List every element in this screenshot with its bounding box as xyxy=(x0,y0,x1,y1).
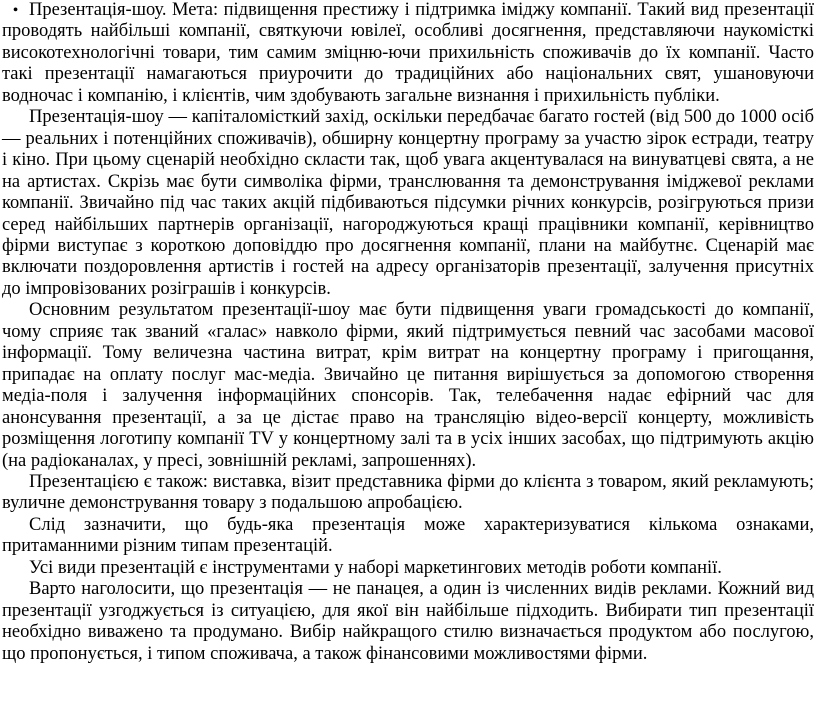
paragraph: Презентація-шоу — капіталоміcткий захід, оскільки передбачає багато гостей (від 500 до 1000 осіб — реальних і потенційних споживачів), обширну концертну програму за участю зірок естради, театру і кіно. При цьому сценарій необхідно скласти так, щоб увага акцентувалася на винуватцеві свята, а не на артистах. Скрізь має бути символіка фірми, транслювання та демонстрування іміджевої реклами компанії. Звичайно під час таких акцій підбиваються підсумки річних конкурсів, розігруються призи серед найбільших партнерів організації, нагороджуються кращі працівники компанії, керівництво фірми виступає з короткою доповіддю про досягнення компанії, плани на майбутнє. Сценарій має включати поздоровлення артистів і гостей на адресу організаторів презентації, залучення присутніх до імпровізованих розіграшів і конкурсів. xyxy=(2,107,814,299)
paragraph-text: Презентація-шоу. Мета: підвищення престижу і підтримка іміджу компанії. Такий вид презентації проводять найбільші компанії, святкуючи ювілеї, особливі досягнення, представляючи наукоміcткі високотехнологічні товари, тим самим зміцню-ючи прихильність споживачів до їх компанії. Часто такі презентації намагаються приурочити до традиційних або національних свят, ушановуючи водночас і компанію, і клієнтів, чим здобувають загальне визнання і прихильність публіки. xyxy=(2,0,814,106)
paragraph: Основним результатом презентації-шоу має бути підвищення уваги громадськості до компанії, чому сприяє так званий «галас» навколо фірми, який підтримується певний час засобами масової інформації. Тому величезна частина витрат, крім витрат на концертну програму і пригощання, припадає на оплату послуг мас-медіа. Звичайно це питання вирішується за допомогою створення медіа-поля і залучення інформаційних спонсорів. Так, телебачення надає ефірний час для анонсування презентації, а за це дістає право на трансляцію відео-версії концерту, можливість розміщення логотипу компанії TV у концертному залі та в усіх інших засобах, що підтримують акцію (на радіоканалах, у пресі, зовнішній рекламі, запрошеннях). xyxy=(2,300,814,471)
bullet-icon: • xyxy=(12,2,19,19)
bullet-paragraph xyxy=(2,0,814,107)
paragraph: Усі види презентацій є інструментами у наборі маркетингових методів роботи компанії. xyxy=(29,557,722,578)
paragraph: Слід зазначити, що будь-яка презентація може характеризуватися кількома ознаками, притаманними різним типам презентацій. xyxy=(2,514,814,557)
paragraph: Варто наголосити, що презентація — не панацея, а один із численних видів реклами. Кожний вид презентації узгоджується із ситуацією, для якої він найбільше підходить. Вибирати тип презентації необхідно виважено та продумано. Вибір найкращого стилю визначається продуктом або послугою, що пропонується, і типом споживача, а також фінансовими можливостями фірми. xyxy=(2,579,814,664)
paragraph: Презентацією є також: виставка, візит представника фірми до клієнта з товаром, який рекламують; вуличне демонстрування товару з подальшою апробацією. xyxy=(2,471,814,514)
